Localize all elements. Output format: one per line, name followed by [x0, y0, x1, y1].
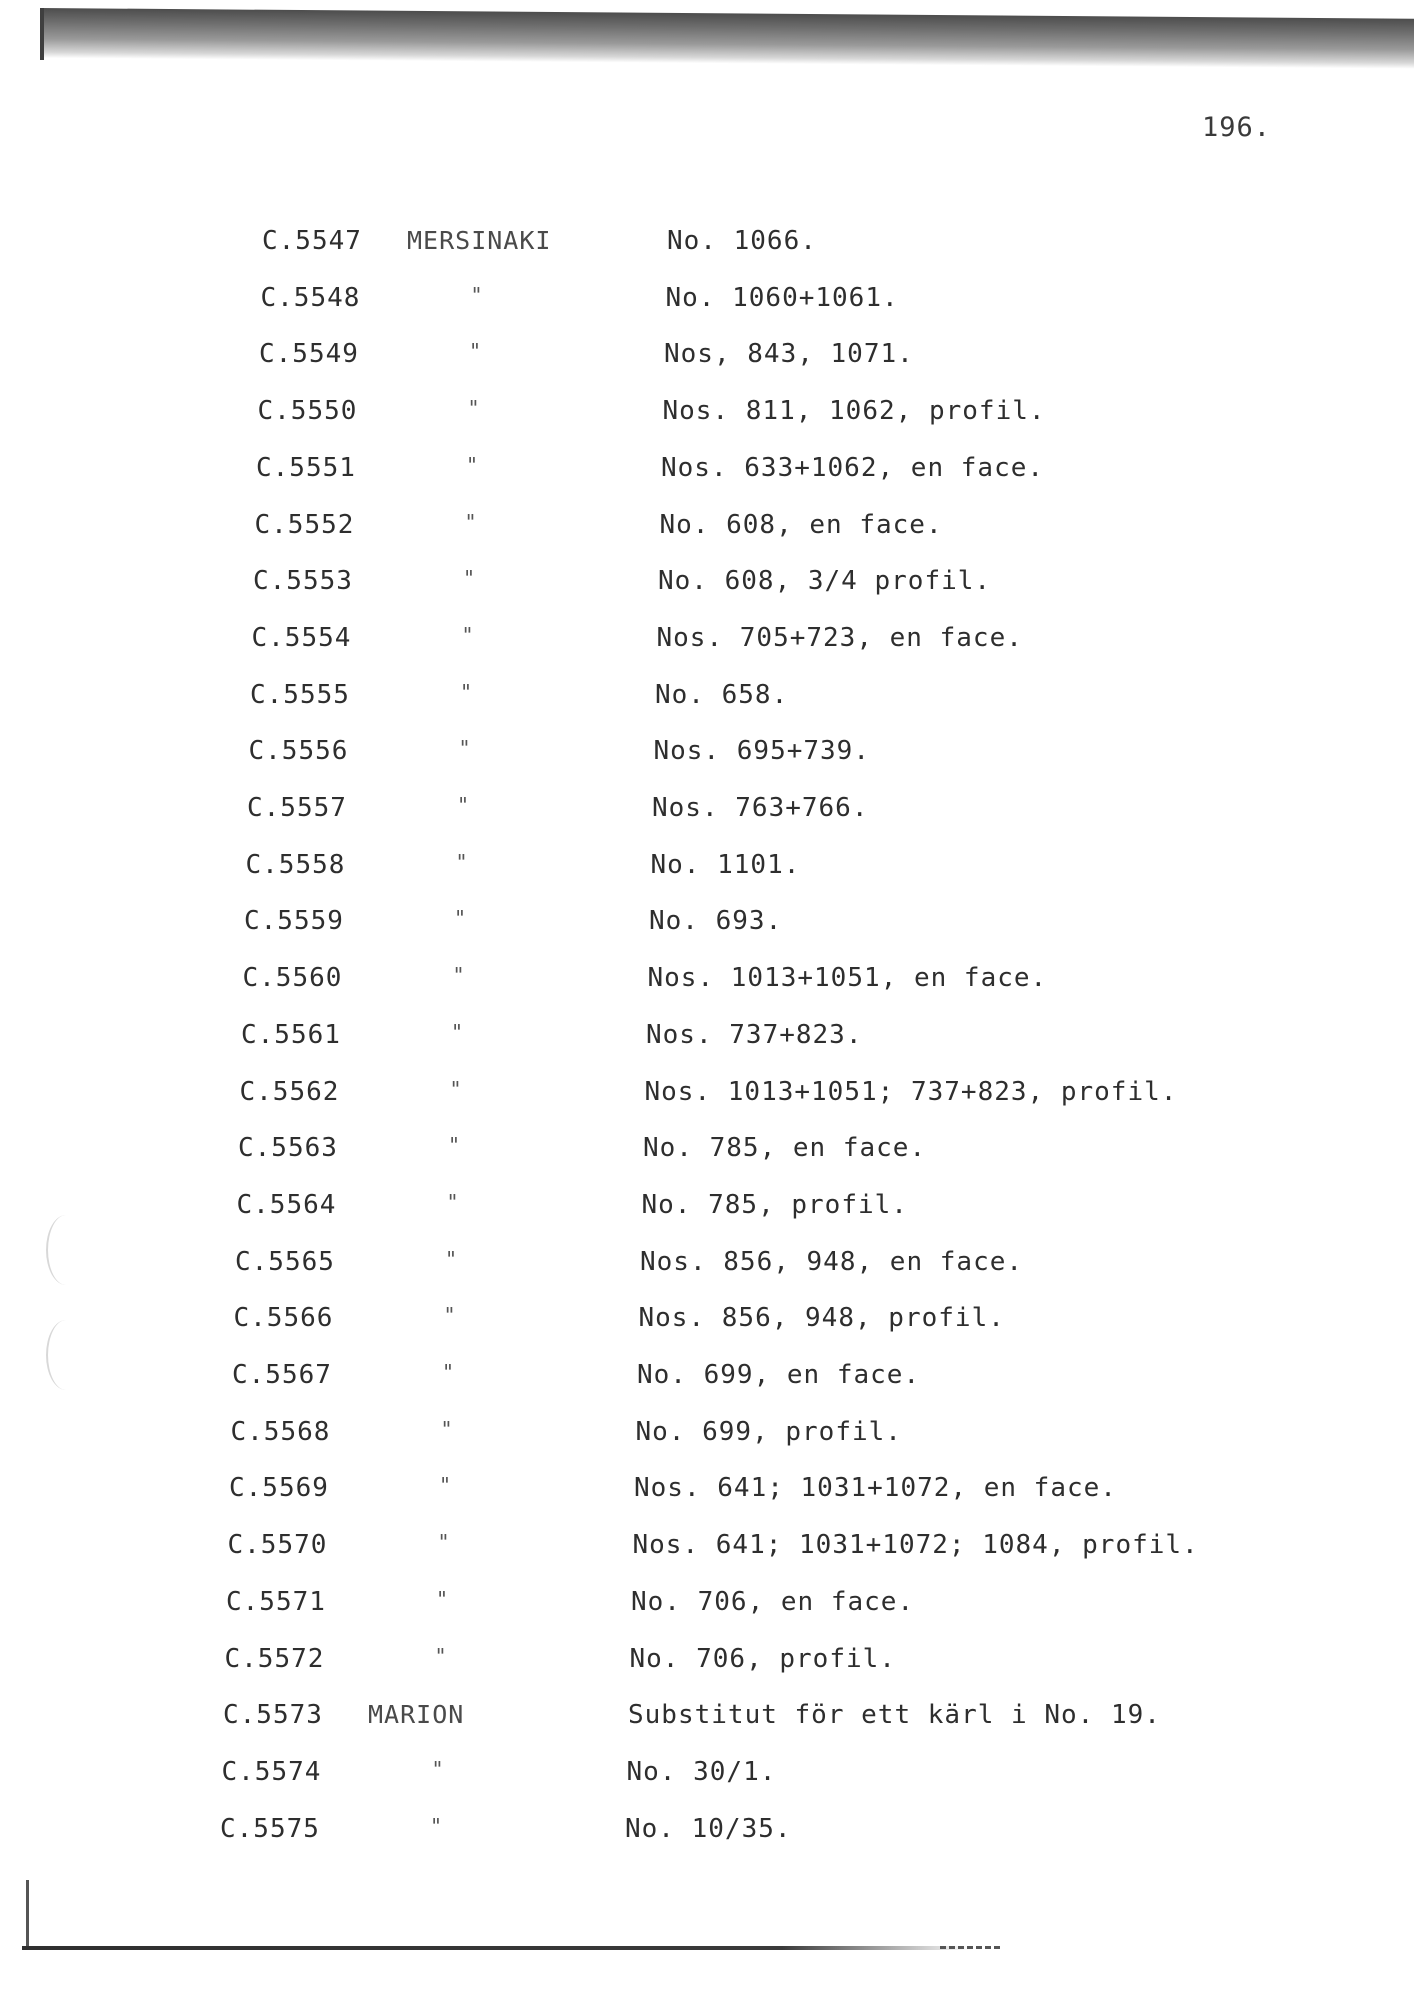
- ditto-mark: ": [440, 1416, 454, 1441]
- catalog-row: [231, 1417, 1211, 1457]
- catalog-row: [255, 510, 1235, 550]
- ditto-mark: ": [445, 1246, 459, 1271]
- ditto-mark: ": [436, 1586, 450, 1611]
- ditto-mark: ": [466, 452, 480, 477]
- catalog-description: Nos. 641; 1031+1072; 1084, profil.: [632, 1530, 1199, 1561]
- catalog-code: C.5556: [248, 736, 349, 767]
- site-name: MERSINAKI: [407, 226, 552, 255]
- ditto-mark: ": [455, 849, 469, 874]
- catalog-code: C.5571: [226, 1586, 326, 1617]
- catalog-row: [253, 566, 1233, 606]
- catalog-description: Nos. 705+723, en face.: [656, 622, 1023, 653]
- ditto-mark: ": [443, 1303, 457, 1328]
- catalog-code: C.5565: [235, 1246, 335, 1277]
- catalog-description: No. 699, en face.: [637, 1360, 921, 1390]
- catalog-row: [229, 1473, 1209, 1513]
- catalog-code: C.5566: [233, 1303, 334, 1334]
- catalog-row: [220, 1814, 1200, 1854]
- catalog-code: C.5557: [247, 793, 347, 823]
- catalog-code: C.5564: [236, 1189, 337, 1220]
- catalog-row: [240, 1077, 1220, 1117]
- ditto-mark: ": [463, 566, 477, 591]
- ditto-mark: ": [439, 1473, 453, 1498]
- catalog-description: Nos. 641; 1031+1072, en face.: [634, 1473, 1117, 1504]
- ditto-mark: ": [449, 1076, 463, 1101]
- catalog-description: No. 608, en face.: [659, 509, 943, 540]
- catalog-description: Nos. 695+739.: [653, 736, 870, 767]
- catalog-code: C.5552: [254, 509, 355, 540]
- catalog-code: C.5567: [232, 1360, 332, 1390]
- catalog-description: No. 1101.: [650, 849, 801, 880]
- catalog-code: C.5550: [257, 396, 358, 427]
- site-name: MARION: [368, 1700, 465, 1730]
- ditto-mark: ": [442, 1360, 456, 1384]
- catalog-description: No. 785, profil.: [641, 1189, 908, 1220]
- catalog-row: [223, 1700, 1203, 1740]
- catalog-row: [259, 339, 1239, 379]
- catalog-row: [252, 623, 1232, 663]
- catalog-code: C.5549: [259, 339, 359, 370]
- catalog-description: No. 10/35.: [625, 1813, 792, 1844]
- catalog-description: No. 30/1.: [626, 1756, 777, 1787]
- catalog-code: C.5554: [251, 622, 352, 653]
- catalog-description: Nos. 1013+1051; 737+823, profil.: [644, 1076, 1178, 1107]
- catalog-code: C.5559: [244, 906, 344, 937]
- catalog-description: Nos. 763+766.: [652, 793, 869, 823]
- catalog-code: C.5561: [241, 1019, 341, 1050]
- catalog-row: [237, 1190, 1217, 1230]
- catalog-code: C.5560: [242, 963, 343, 994]
- catalog-code: C.5553: [253, 566, 353, 597]
- catalog-row: [225, 1644, 1205, 1684]
- catalog-code: C.5574: [221, 1756, 322, 1787]
- catalog-row: [228, 1530, 1208, 1570]
- catalog-code: C.5547: [262, 226, 362, 256]
- catalog-code: C.5558: [245, 849, 346, 880]
- catalog-code: C.5555: [250, 679, 350, 710]
- ditto-mark: ": [446, 1189, 460, 1214]
- ditto-mark: ": [451, 1019, 465, 1044]
- catalog-row: [232, 1360, 1212, 1400]
- catalog-row: [241, 1020, 1221, 1060]
- page-number: 196.: [1202, 112, 1272, 143]
- catalog-code: C.5575: [220, 1813, 320, 1844]
- catalog-code: C.5551: [256, 452, 356, 483]
- catalog-description: Nos. 737+823.: [646, 1019, 863, 1050]
- catalog-row: [235, 1247, 1215, 1287]
- catalog-row: [244, 906, 1224, 946]
- catalog-row: [261, 283, 1241, 323]
- catalog-row: [226, 1587, 1206, 1627]
- ditto-mark: ": [460, 679, 474, 704]
- catalog-row: [246, 850, 1226, 890]
- catalog-description: No. 785, en face.: [643, 1133, 927, 1164]
- ditto-mark: ": [430, 1813, 444, 1838]
- ditto-mark: ": [434, 1643, 448, 1668]
- ditto-mark: ": [452, 963, 466, 988]
- catalog-code: C.5548: [260, 282, 361, 313]
- catalog-code: C.5572: [224, 1643, 325, 1674]
- ditto-mark: ": [457, 793, 471, 817]
- ditto-mark: ": [458, 736, 472, 761]
- ditto-mark: ": [464, 509, 478, 534]
- ditto-mark: ": [470, 282, 484, 307]
- catalog-description: No. 658.: [655, 679, 789, 710]
- catalog-description: Nos. 1013+1051, en face.: [647, 963, 1048, 994]
- catalog-description: No. 1060+1061.: [665, 282, 899, 313]
- ditto-mark: ": [467, 396, 481, 421]
- catalog-row: [256, 453, 1236, 493]
- catalog-code: C.5569: [229, 1473, 329, 1504]
- catalog-row: [249, 736, 1229, 776]
- ditto-mark: ": [437, 1530, 451, 1555]
- ditto-mark: ": [448, 1133, 462, 1158]
- catalog-description: Nos. 856, 948, en face.: [640, 1246, 1024, 1277]
- catalog-description: Nos. 811, 1062, profil.: [662, 396, 1046, 427]
- catalog-code: C.5562: [239, 1076, 340, 1107]
- catalog-description: Nos, 843, 1071.: [664, 339, 914, 370]
- catalog-row: [243, 963, 1223, 1003]
- catalog-description: No. 608, 3/4 profil.: [658, 566, 992, 597]
- catalog-row: [262, 226, 1242, 266]
- catalog-row: [250, 680, 1230, 720]
- catalog-description: No. 706, en face.: [631, 1586, 915, 1617]
- catalog-description: Nos. 856, 948, profil.: [638, 1303, 1005, 1334]
- catalog-code: C.5568: [230, 1416, 331, 1447]
- catalog-description: Substitut för ett kärl i No. 19.: [628, 1700, 1161, 1731]
- catalog-row: [238, 1133, 1218, 1173]
- ditto-mark: ": [461, 622, 475, 647]
- catalog-row: [247, 793, 1227, 833]
- catalog-row: [258, 396, 1238, 436]
- ditto-mark: ": [469, 339, 483, 364]
- catalog-description: No. 693.: [649, 906, 783, 937]
- ditto-mark: ": [431, 1756, 445, 1781]
- catalog-description: No. 1066.: [667, 226, 817, 256]
- catalog-code: C.5573: [223, 1700, 323, 1731]
- catalog-row: [234, 1303, 1214, 1343]
- catalog-description: Nos. 633+1062, en face.: [661, 452, 1045, 483]
- catalog-row: [222, 1757, 1202, 1797]
- ditto-mark: ": [454, 906, 468, 931]
- catalog-description: No. 699, profil.: [635, 1416, 902, 1447]
- catalog-code: C.5570: [227, 1530, 328, 1561]
- catalog-code: C.5563: [238, 1133, 338, 1164]
- catalog-description: No. 706, profil.: [629, 1643, 896, 1674]
